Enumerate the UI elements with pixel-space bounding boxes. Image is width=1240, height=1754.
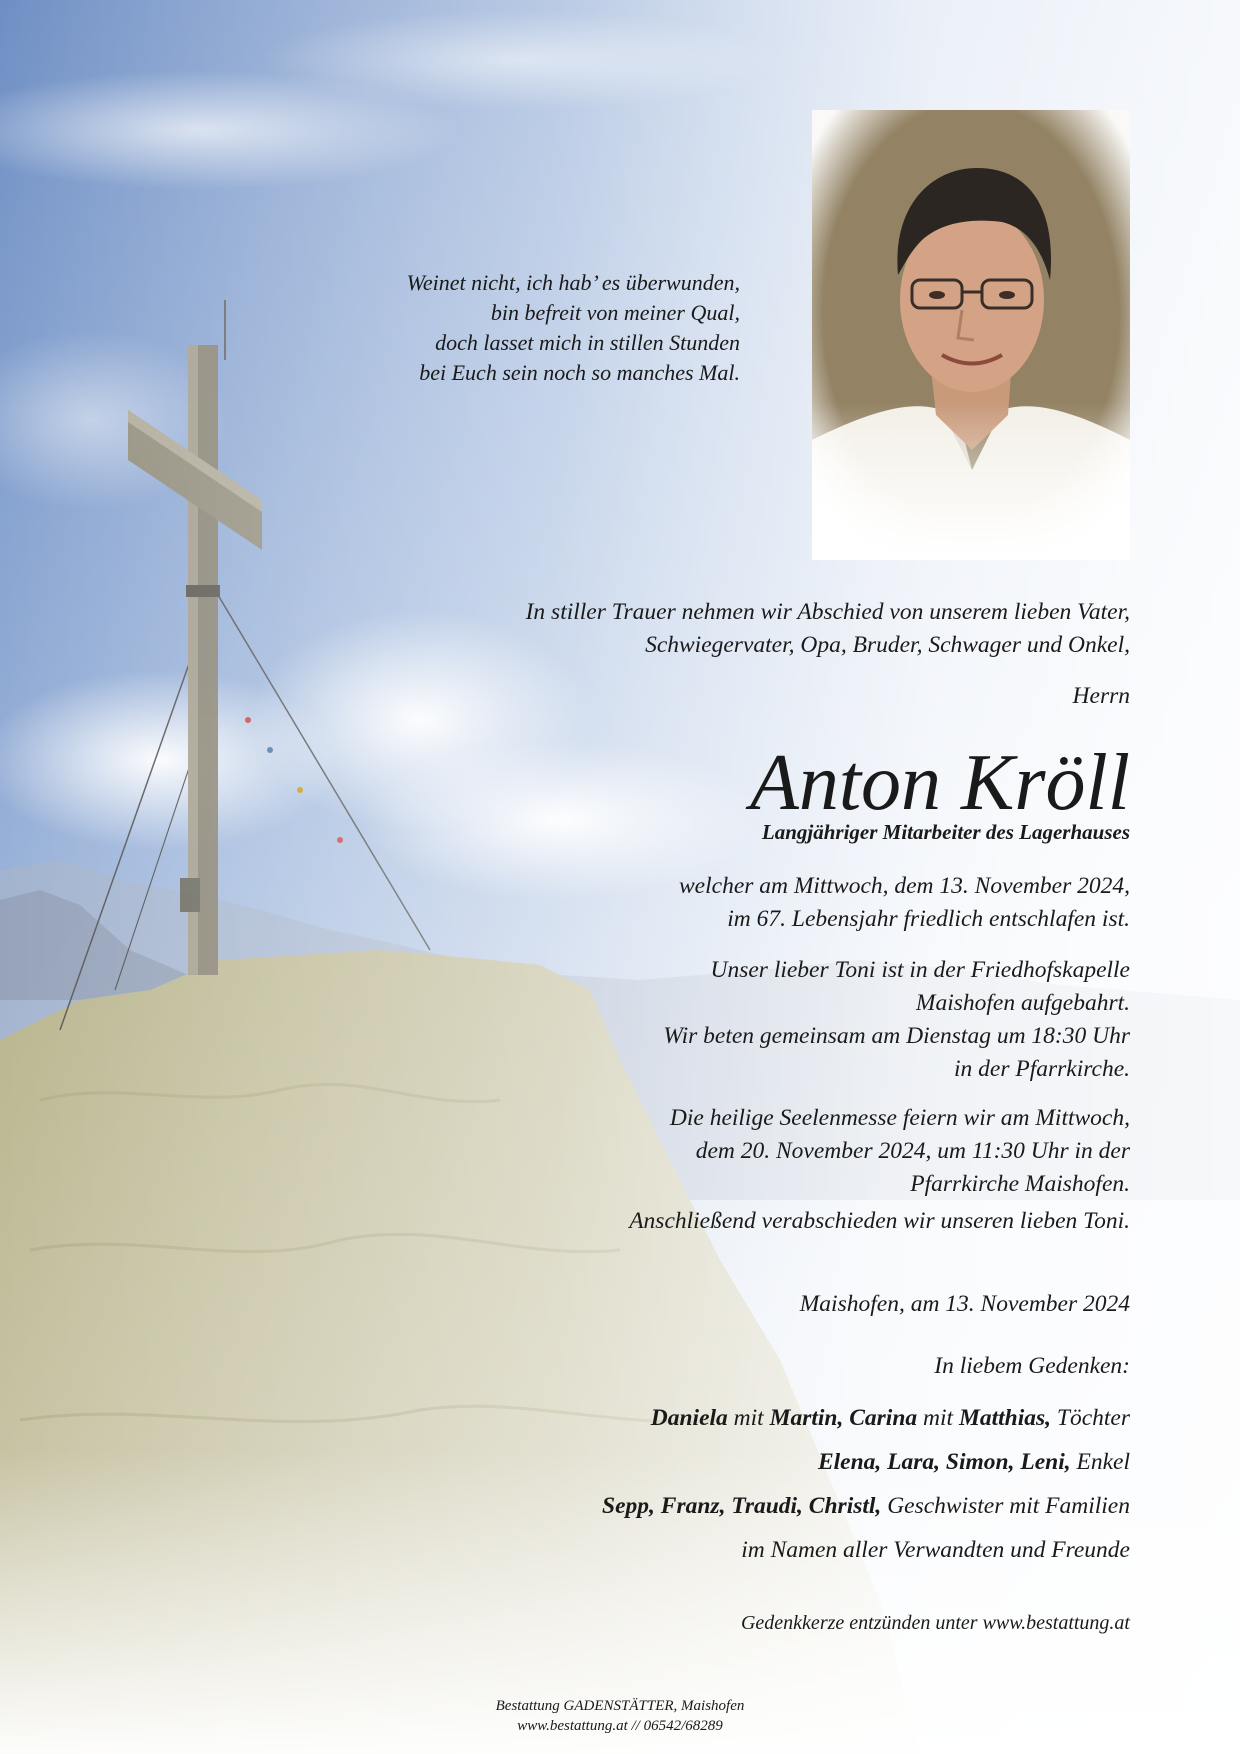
family-relation: Geschwister mit Familien <box>881 1493 1130 1519</box>
mass-line: Die heilige Seelenmesse feiern wir am Mittwoch, <box>669 1105 1130 1131</box>
poem-line: bei Euch sein noch so manches Mal. <box>419 360 740 385</box>
death-line: im 67. Lebensjahr friedlich entschlafen ist. <box>727 906 1130 932</box>
footer-line: Bestattung GADENSTÄTTER, Maishofen <box>495 1698 745 1714</box>
family-name: Martin, Carina <box>769 1405 918 1431</box>
family-relation: Enkel <box>1070 1449 1130 1475</box>
salutation: Herrn <box>1072 683 1130 709</box>
poem <box>300 268 740 388</box>
mass-line: Pfarrkirche Maishofen. <box>910 1171 1130 1197</box>
funeral-home-footer <box>420 1696 820 1736</box>
mass-line: dem 20. November 2024, um 11:30 Uhr in der <box>695 1138 1130 1164</box>
death-notice <box>679 870 1130 936</box>
wake-line: Unser lieber Toni ist in der Friedhofskapelle <box>710 957 1130 983</box>
deceased-role: Langjähriger Mitarbeiter des Lagerhauses <box>761 820 1130 844</box>
poem-line: doch lasset mich in stillen Stunden <box>435 330 740 355</box>
family-row-siblings <box>602 1484 1130 1528</box>
family-name: Sepp, Franz, Traudi, Christl, <box>602 1493 882 1519</box>
mass-line: Anschließend verabschieden wir unseren lieben Toni. <box>629 1208 1130 1234</box>
poem-line: Weinet nicht, ich hab’ es überwunden, <box>406 270 740 295</box>
family-name: Daniela <box>650 1405 728 1431</box>
family-relation: Töchter <box>1051 1405 1130 1431</box>
deceased-name: Anton Kröll <box>749 739 1130 827</box>
intro-line: In stiller Trauer nehmen wir Abschied von unserem lieben Vater, <box>525 599 1130 625</box>
wake-line: in der Pfarrkirche. <box>954 1056 1130 1082</box>
death-line: welcher am Mittwoch, dem 13. November 2024, <box>679 873 1130 899</box>
family-name: Matthias, <box>958 1405 1052 1431</box>
wake-line: Maishofen aufgebahrt. <box>915 990 1130 1016</box>
family-connector: mit <box>727 1405 770 1431</box>
family-name: Elena, Lara, Simon, Leni, <box>817 1449 1071 1475</box>
intro-text <box>526 596 1130 662</box>
family-row-grandchildren <box>602 1440 1130 1484</box>
candle-notice: Gedenkkerze entzünden unter www.bestattung.at <box>740 1612 1130 1634</box>
place-date: Maishofen, am 13. November 2024 <box>799 1291 1130 1317</box>
family-list <box>602 1396 1130 1572</box>
poem-line: bin befreit von meiner Qual, <box>490 300 740 325</box>
family-connector: mit <box>917 1405 959 1431</box>
mass-notice <box>629 1102 1130 1238</box>
intro-line: Schwiegervater, Opa, Bruder, Schwager und Onkel, <box>645 632 1130 658</box>
footer-line: www.bestattung.at // 06542/68289 <box>517 1718 723 1734</box>
family-row-relatives: im Namen aller Verwandten und Freunde <box>741 1537 1130 1563</box>
wake-line: Wir beten gemeinsam am Dienstag um 18:30 Uhr <box>663 1023 1130 1049</box>
family-row-daughters <box>602 1396 1130 1440</box>
wake-notice <box>663 954 1130 1086</box>
memory-heading: In liebem Gedenken: <box>934 1353 1130 1379</box>
portrait-photo <box>812 110 1130 560</box>
